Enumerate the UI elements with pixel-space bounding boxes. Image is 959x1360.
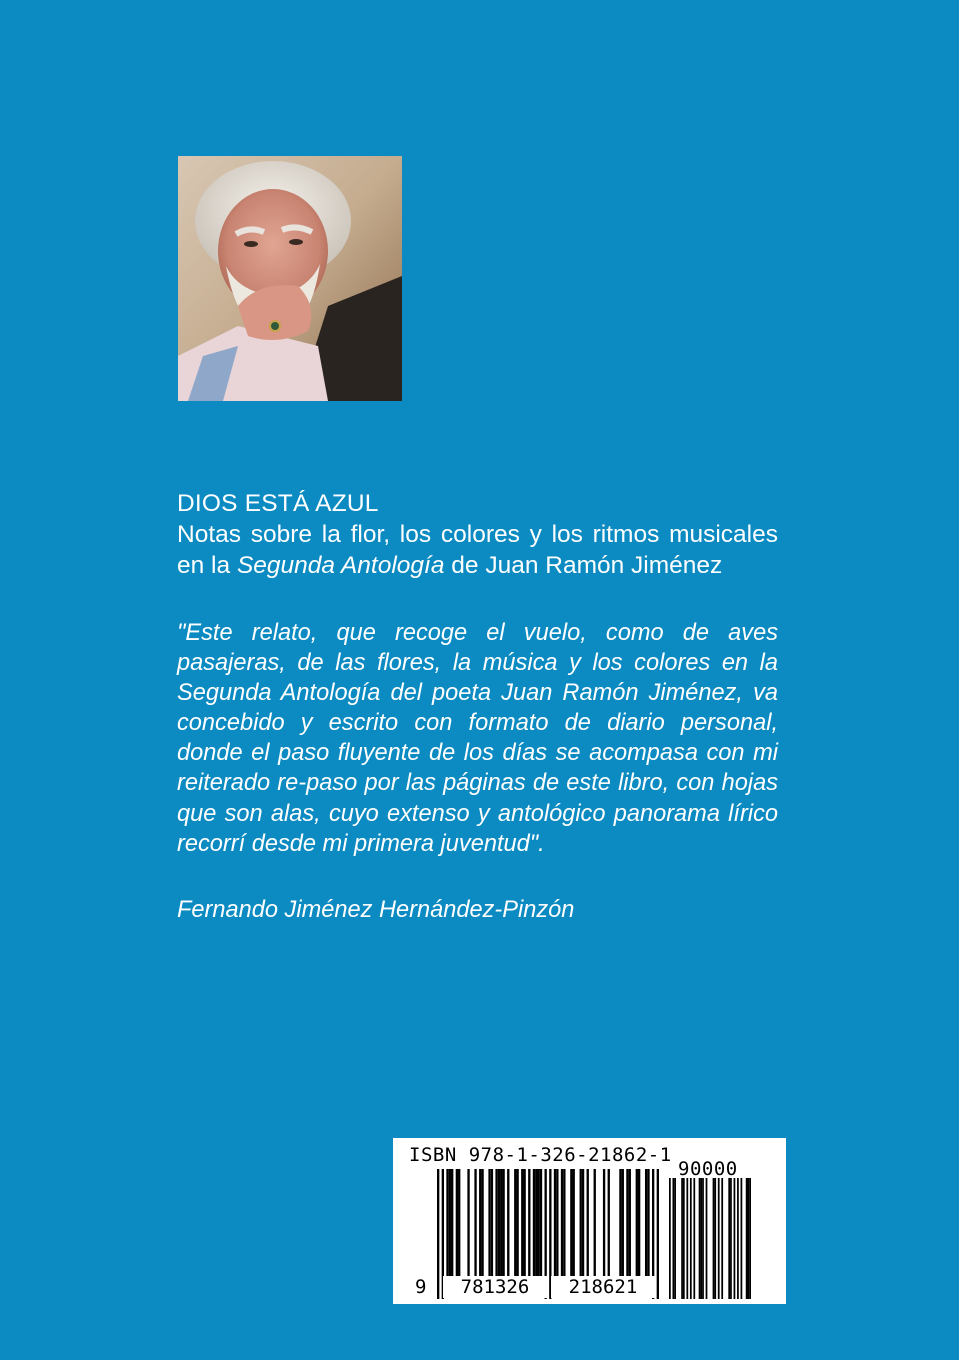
barcode-bar (537, 1169, 539, 1277)
isbn-barcode (393, 1138, 786, 1304)
barcode-bar (563, 1169, 565, 1277)
author-name: Fernando Jiménez Hernández-Pinzón (177, 896, 575, 923)
barcode-bar (446, 1169, 448, 1277)
barcode-bar (502, 1169, 504, 1277)
barcode-bar (683, 1178, 685, 1299)
barcode-bar (451, 1169, 453, 1277)
barcode-bar (582, 1169, 584, 1277)
book-title: DIOS ESTÁ AZUL (177, 490, 379, 517)
barcode-bar (458, 1169, 460, 1277)
barcode-bar (570, 1169, 572, 1277)
barcode-bar (672, 1178, 674, 1299)
barcode-bar (528, 1169, 530, 1277)
barcode-bar (594, 1169, 596, 1277)
subtitle-italic: Segunda Antología (236, 552, 445, 579)
barcode-bar (749, 1178, 751, 1299)
barcode-bar (622, 1169, 624, 1277)
barcode-bar (690, 1178, 692, 1299)
description-block (177, 488, 778, 926)
barcode-bar (669, 1178, 671, 1299)
barcode-bar (728, 1178, 730, 1299)
barcode-bar (479, 1169, 481, 1277)
barcode-bar (554, 1169, 556, 1277)
barcode-bar (686, 1178, 688, 1299)
barcode-bar (638, 1169, 640, 1277)
barcode-bar (608, 1169, 610, 1277)
addon-code: 90000 (678, 1158, 738, 1180)
barcode-bar (495, 1169, 497, 1277)
addon-bars (669, 1178, 751, 1299)
barcode-bar (693, 1178, 695, 1299)
barcode-bar (500, 1169, 502, 1277)
barcode-bar (535, 1169, 537, 1277)
barcode-bar (467, 1169, 469, 1277)
barcode-bar (516, 1169, 518, 1277)
barcode-bar (521, 1169, 523, 1277)
barcode-bar (721, 1178, 723, 1299)
barcode-bar (730, 1178, 732, 1299)
barcode-bar (619, 1169, 621, 1277)
book-subtitle (177, 519, 778, 581)
subtitle-part2: de Juan Ramón Jiménez (444, 552, 723, 579)
barcode-bar (702, 1178, 704, 1299)
barcode-bar (491, 1169, 493, 1277)
barcode-bar (474, 1169, 476, 1277)
barcode-bar (573, 1169, 575, 1277)
barcode-bar (734, 1178, 736, 1299)
barcode-bar (706, 1178, 708, 1299)
barcode-bar (645, 1169, 647, 1277)
barcode-bar (674, 1178, 676, 1299)
barcode-bar (449, 1169, 451, 1277)
author-photo (178, 156, 402, 401)
barcode-bar (713, 1178, 715, 1299)
ean-right-group: 218621 (551, 1276, 655, 1298)
barcode-bar (741, 1178, 743, 1299)
ean-left-group: 781326 (443, 1276, 547, 1298)
barcode-bar (540, 1169, 542, 1277)
barcode-bar (481, 1169, 483, 1277)
barcode-bar (580, 1169, 582, 1277)
subtitle-part1: Notas sobre la flor, los colores y los ritmos musicales en la (177, 521, 778, 579)
barcode-bar (437, 1169, 439, 1299)
barcode-bar (533, 1169, 535, 1277)
ean-first-digit: 9 (415, 1276, 427, 1298)
barcode-bar (456, 1169, 458, 1277)
barcode-bar (700, 1178, 702, 1299)
barcode-bar (498, 1169, 500, 1277)
barcode-bar (636, 1169, 638, 1277)
barcode-bar (748, 1178, 750, 1299)
barcode-bar (699, 1178, 701, 1299)
barcode-bar (556, 1169, 558, 1277)
barcode-bar (603, 1169, 605, 1277)
isbn-label: ISBN 978-1-326-21862-1 (409, 1144, 672, 1166)
barcode-bar (488, 1169, 490, 1277)
barcode-bar (514, 1169, 516, 1277)
barcode-bar (714, 1178, 716, 1299)
barcode-bar (523, 1169, 525, 1277)
barcode-bar (626, 1169, 628, 1277)
barcode-bar (561, 1169, 563, 1277)
barcode-bar (746, 1178, 748, 1299)
barcode-bar (681, 1178, 683, 1299)
barcode-bar (647, 1169, 649, 1277)
barcode-bar (718, 1178, 720, 1299)
barcode-bar (507, 1169, 509, 1277)
blurb-quote: "Este relato, que recoge el vuelo, como de aves pasajeras, de las flores, la música y los colores en la Segunda Antología del poeta Juan Ramón Jiménez, va concebido y escrito con formato de diario personal, donde el paso fluyente de los días se acompasa con mi reiterado re-paso por las páginas de este libro, con hojas que son alas, cuyo extenso y antológico panorama lírico recorrí desde mi primera juventud". (177, 620, 778, 857)
author-portrait-image (178, 156, 402, 401)
barcode-bar (657, 1169, 659, 1299)
barcode-bar (629, 1169, 631, 1277)
barcode-bar (737, 1178, 739, 1299)
barcode-bar (587, 1169, 589, 1277)
